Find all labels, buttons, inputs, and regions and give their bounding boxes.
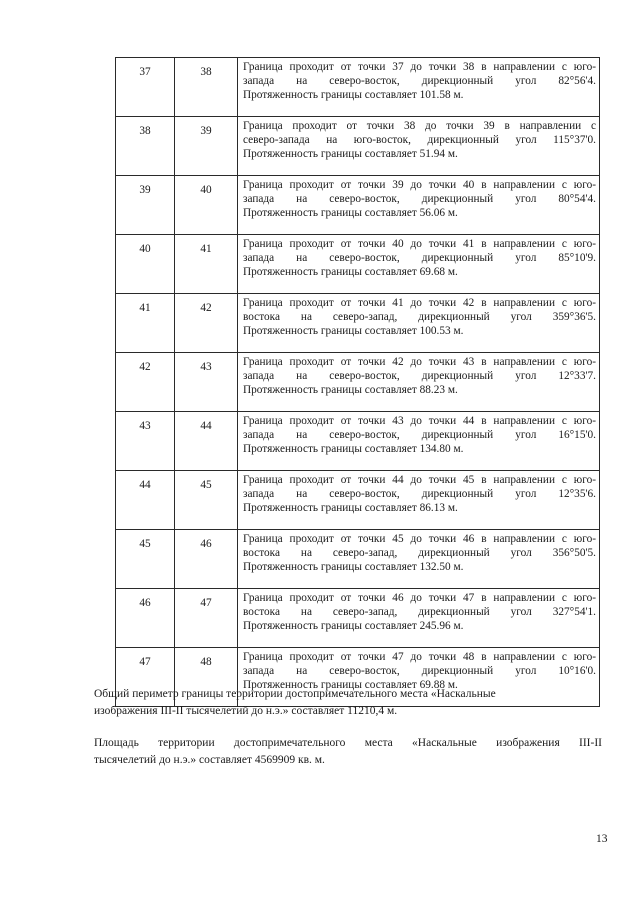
boundary-description-line: запада на северо-восток, дирекционный угол 10°16'0. <box>243 665 596 677</box>
point-from-number: 37 <box>139 66 151 78</box>
boundary-description-line: запада на северо-восток, дирекционный угол 80°54'4. <box>243 193 596 205</box>
point-from-cell <box>116 117 175 176</box>
point-to-cell <box>175 353 238 412</box>
boundary-description-line: Граница проходит от точки 37 до точки 38 в направлении с юго- <box>243 61 596 73</box>
boundary-description-line: Граница проходит от точки 44 до точки 45 в направлении с юго- <box>243 474 596 486</box>
boundary-description-line: Протяженность границы составляет 101.58 м. <box>243 89 464 101</box>
page-number: 13 <box>596 833 608 845</box>
point-from-number: 45 <box>139 538 151 550</box>
point-from-cell <box>116 471 175 530</box>
boundary-description-line: Граница проходит от точки 41 до точки 42 в направлении с юго- <box>243 297 596 309</box>
table-row <box>116 294 600 353</box>
point-to-number: 40 <box>200 184 212 196</box>
table-row <box>116 589 600 648</box>
boundary-description-line: запада на северо-восток, дирекционный угол 12°35'6. <box>243 488 596 500</box>
point-to-cell <box>175 176 238 235</box>
point-from-number: 39 <box>139 184 151 196</box>
boundary-description-cell <box>238 58 600 117</box>
point-to-number: 47 <box>200 597 212 609</box>
boundary-description-cell <box>238 530 600 589</box>
boundary-description-line: запада на северо-восток, дирекционный угол 12°33'7. <box>243 370 596 382</box>
table-row <box>116 530 600 589</box>
boundary-description-cell <box>238 294 600 353</box>
point-to-number: 48 <box>200 656 212 668</box>
boundary-description-line: Граница проходит от точки 38 до точки 39 в направлении с <box>243 120 596 132</box>
boundary-description-line: востока на северо-запад, дирекционный угол 356°50'5. <box>243 547 596 559</box>
boundary-description-line: Граница проходит от точки 39 до точки 40 в направлении с юго- <box>243 179 596 191</box>
table-row <box>116 235 600 294</box>
boundary-description-cell <box>238 353 600 412</box>
boundary-description-line: Протяженность границы составляет 56.06 м. <box>243 207 458 219</box>
point-to-cell <box>175 235 238 294</box>
point-to-number: 38 <box>200 66 212 78</box>
boundary-description-line: запада на северо-восток, дирекционный угол 85°10'9. <box>243 252 596 264</box>
perimeter-paragraph <box>94 686 602 720</box>
area-paragraph <box>94 735 602 769</box>
boundary-description-line: Протяженность границы составляет 88.23 м. <box>243 384 458 396</box>
point-from-cell <box>116 353 175 412</box>
boundary-description-line: запада на северо-восток, дирекционный угол 16°15'0. <box>243 429 596 441</box>
boundary-description-line: Протяженность границы составляет 69.88 м. <box>243 679 458 691</box>
table-row <box>116 176 600 235</box>
perimeter-line-2: изображения III-II тысячелетий до н.э.» составляет 11210,4 м. <box>94 705 398 717</box>
table-row <box>116 117 600 176</box>
boundary-description-line: Граница проходит от точки 46 до точки 47 в направлении с юго- <box>243 592 596 604</box>
point-to-number: 42 <box>200 302 212 314</box>
boundary-description-line: Граница проходит от точки 43 до точки 44 в направлении с юго- <box>243 415 596 427</box>
point-to-cell <box>175 530 238 589</box>
boundary-description-cell <box>238 117 600 176</box>
boundary-description-line: северо-запада на юго-восток, дирекционный угол 115°37'0. <box>243 134 596 146</box>
point-from-number: 41 <box>139 302 151 314</box>
point-from-number: 44 <box>139 479 151 491</box>
boundary-description-line: Граница проходит от точки 47 до точки 48 в направлении с юго- <box>243 651 596 663</box>
point-to-number: 41 <box>200 243 212 255</box>
point-to-cell <box>175 589 238 648</box>
point-to-cell <box>175 471 238 530</box>
boundary-description-line: Протяженность границы составляет 132.50 м. <box>243 561 464 573</box>
point-to-cell <box>175 294 238 353</box>
point-from-cell <box>116 235 175 294</box>
point-from-cell <box>116 530 175 589</box>
point-to-number: 39 <box>200 125 212 137</box>
point-from-number: 47 <box>139 656 151 668</box>
boundary-table-body <box>116 58 600 707</box>
boundary-table <box>115 57 600 707</box>
point-to-number: 44 <box>200 420 212 432</box>
point-from-number: 43 <box>139 420 151 432</box>
table-row <box>116 471 600 530</box>
boundary-description-line: Граница проходит от точки 40 до точки 41 в направлении с юго- <box>243 238 596 250</box>
boundary-description-cell <box>238 589 600 648</box>
point-from-number: 42 <box>139 361 151 373</box>
point-to-cell <box>175 117 238 176</box>
area-line-2: тысячелетий до н.э.» составляет 4569909 кв. м. <box>94 754 325 766</box>
boundary-description-line: востока на северо-запад, дирекционный угол 327°54'1. <box>243 606 596 618</box>
boundary-description-cell <box>238 471 600 530</box>
table-row <box>116 58 600 117</box>
perimeter-line-1: Общий периметр границы территории достопримечательного места «Наскальные <box>94 688 496 700</box>
boundary-description-line: Протяженность границы составляет 86.13 м. <box>243 502 458 514</box>
boundary-description-line: Граница проходит от точки 45 до точки 46 в направлении с юго- <box>243 533 596 545</box>
boundary-description-line: Протяженность границы составляет 100.53 м. <box>243 325 464 337</box>
boundary-description-cell <box>238 176 600 235</box>
boundary-description-cell <box>238 412 600 471</box>
boundary-description-line: востока на северо-запад, дирекционный угол 359°36'5. <box>243 311 596 323</box>
boundary-description-line: запада на северо-восток, дирекционный угол 82°56'4. <box>243 75 596 87</box>
point-to-cell <box>175 58 238 117</box>
boundary-description-line: Протяженность границы составляет 51.94 м. <box>243 148 458 160</box>
point-to-number: 45 <box>200 479 212 491</box>
boundary-description-cell <box>238 235 600 294</box>
point-to-cell <box>175 412 238 471</box>
point-from-cell <box>116 412 175 471</box>
point-from-number: 46 <box>139 597 151 609</box>
boundary-description-line: Протяженность границы составляет 134.80 м. <box>243 443 464 455</box>
point-to-number: 43 <box>200 361 212 373</box>
boundary-description-line: Протяженность границы составляет 245.96 м. <box>243 620 464 632</box>
table-row <box>116 353 600 412</box>
point-from-cell <box>116 589 175 648</box>
point-from-number: 40 <box>139 243 151 255</box>
point-from-number: 38 <box>139 125 151 137</box>
point-from-cell <box>116 58 175 117</box>
point-from-cell <box>116 294 175 353</box>
point-from-cell <box>116 176 175 235</box>
boundary-description-line: Протяженность границы составляет 69.68 м. <box>243 266 458 278</box>
boundary-description-line: Граница проходит от точки 42 до точки 43 в направлении с юго- <box>243 356 596 368</box>
area-line-1: Площадь территории достопримечательного места «Наскальные изображения III-II <box>94 737 602 749</box>
point-to-number: 46 <box>200 538 212 550</box>
table-row <box>116 412 600 471</box>
